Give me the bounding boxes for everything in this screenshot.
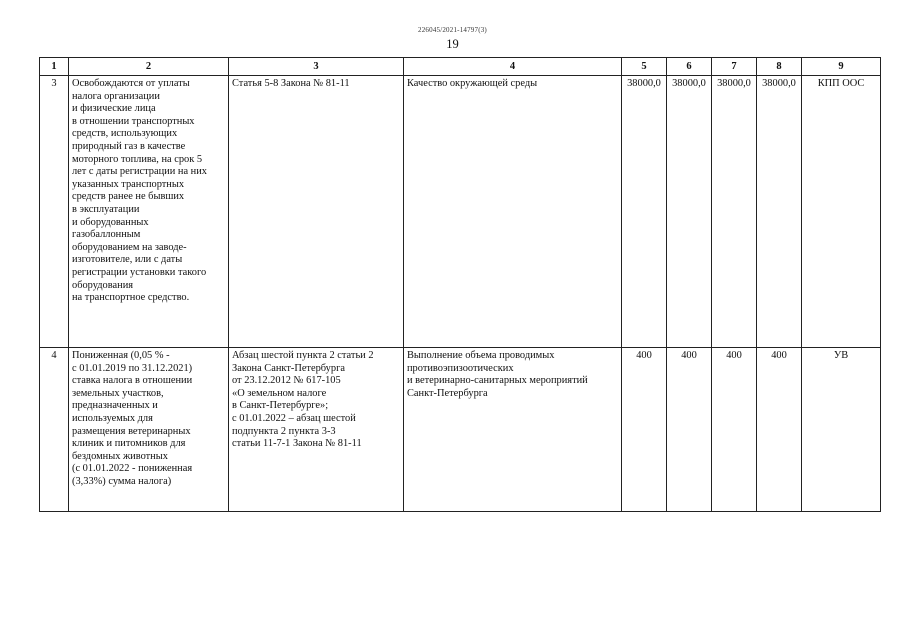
text-line: оборудования	[72, 279, 134, 291]
text-line: Освобождаются от уплаты	[72, 78, 190, 89]
text-line: изготовителе, или с даты	[72, 254, 183, 266]
text-line: в отношении транспортных	[72, 115, 195, 127]
legal-basis	[229, 76, 404, 348]
column-header: 5	[622, 58, 667, 76]
text-line: клиник и питомников для	[72, 438, 186, 450]
text-line: оборудованием на заводе-	[72, 241, 187, 253]
text-line: природный газ в качестве	[72, 140, 186, 152]
page-number: 19	[446, 37, 459, 51]
text-line: на транспортное средство.	[72, 292, 190, 304]
text-line: регистрации установки такого	[72, 266, 207, 278]
text-line: бездомных животных	[72, 450, 168, 462]
text-line: и ветеринарно-санитарных мероприятий	[407, 375, 588, 387]
text-line: Пониженная (0,05 % -	[72, 350, 170, 361]
value-col7: 38000,0	[712, 76, 757, 348]
value-col8: 400	[757, 348, 802, 512]
text-line: средств, использующих	[72, 128, 178, 140]
table-row	[40, 348, 881, 512]
column-header: 8	[757, 58, 802, 76]
text-line: статьи 11-7-1 Закона № 81-11	[232, 438, 362, 450]
data-table	[39, 57, 881, 512]
text-line: ставка налога в отношении	[72, 375, 193, 387]
column-header: 3	[229, 58, 404, 76]
text-line: Выполнение объема проводимых	[407, 350, 555, 361]
value-col6: 38000,0	[667, 76, 712, 348]
text-line: моторного топлива, на срок 5	[72, 153, 203, 165]
text-line: предназначенных и	[72, 400, 158, 412]
column-header: 4	[404, 58, 622, 76]
curator-code: УВ	[802, 348, 881, 512]
text-line: в Санкт-Петербурге»;	[232, 400, 329, 412]
text-line: размещения ветеринарных	[72, 425, 191, 437]
text-line: в эксплуатации	[72, 203, 140, 215]
document-id: 226045/2021-14797(3)	[418, 26, 487, 34]
column-header: 7	[712, 58, 757, 76]
value-col6: 400	[667, 348, 712, 512]
text-line: с 01.01.2019 по 31.12.2021)	[72, 362, 193, 374]
text-line: «О земельном налоге	[232, 387, 327, 399]
text-line: средств ранее не бывших	[72, 191, 185, 203]
text-line: и оборудованных	[72, 216, 149, 228]
text-line: Абзац шестой пункта 2 статьи 2	[232, 350, 374, 361]
curator-code: КПП ООС	[802, 76, 881, 348]
text-line: указанных транспортных	[72, 178, 185, 190]
text-line: (с 01.01.2022 - пониженная	[72, 463, 193, 475]
text-line: Закона Санкт-Петербурга	[232, 362, 345, 374]
text-line: от 23.12.2012 № 617-105	[232, 375, 341, 387]
text-line: Статья 5-8 Закона № 81-11	[232, 78, 350, 89]
value-col5: 400	[622, 348, 667, 512]
benefit-description	[69, 348, 229, 512]
table-row	[40, 76, 881, 348]
value-col5: 38000,0	[622, 76, 667, 348]
text-line: используемых для	[72, 412, 153, 424]
column-header: 9	[802, 58, 881, 76]
text-line: (3,33%) сумма налога)	[72, 475, 172, 487]
header-row	[40, 58, 881, 76]
text-line: Качество окружающей среды	[407, 78, 538, 89]
value-col8: 38000,0	[757, 76, 802, 348]
text-line: лет с даты регистрации на них	[72, 166, 207, 178]
column-header: 6	[667, 58, 712, 76]
goal-description	[404, 348, 622, 512]
text-line: налога организации	[72, 90, 160, 102]
goal-description	[404, 76, 622, 348]
column-header: 2	[69, 58, 229, 76]
text-line: и физические лица	[72, 103, 156, 115]
text-line: земельных участков,	[72, 387, 164, 399]
legal-basis	[229, 348, 404, 512]
text-line: газобаллонным	[72, 229, 141, 241]
column-header: 1	[40, 58, 69, 76]
text-line: с 01.01.2022 – абзац шестой	[232, 412, 356, 424]
row-number: 4	[40, 348, 69, 512]
value-col7: 400	[712, 348, 757, 512]
benefit-description	[69, 76, 229, 348]
text-line: подпункта 2 пункта 3-3	[232, 425, 336, 437]
text-line: Санкт-Петербурга	[407, 387, 488, 399]
text-line: противоэпизоотических	[407, 362, 514, 374]
row-number: 3	[40, 76, 69, 348]
